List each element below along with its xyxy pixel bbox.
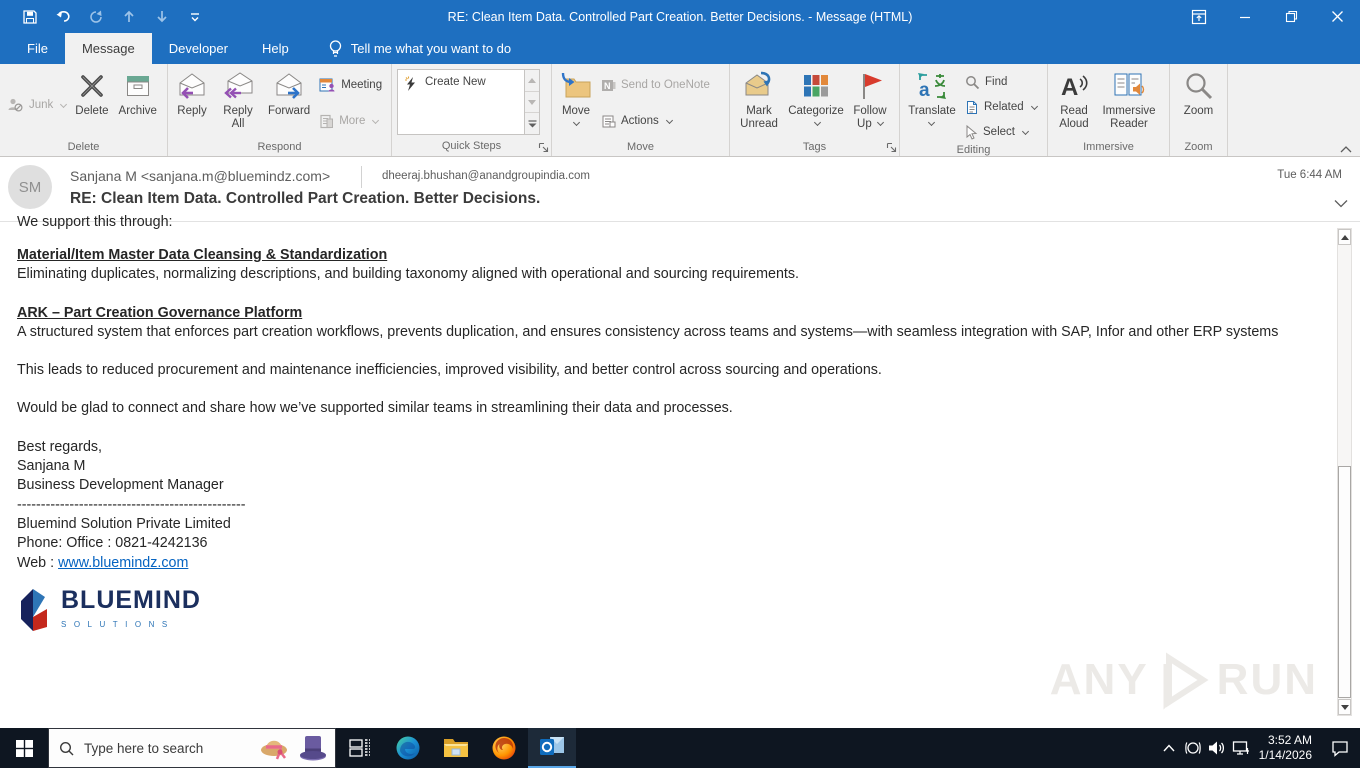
ribbon-group-respond: [168, 64, 392, 156]
chevron-down-icon: [60, 100, 67, 107]
chevron-down-icon: [372, 116, 379, 123]
restore-button[interactable]: [1268, 0, 1314, 33]
header-divider: [361, 166, 362, 188]
meeting-icon: [319, 77, 336, 93]
task-view-button[interactable]: [336, 728, 384, 768]
watermark-text-right: RUN: [1216, 655, 1318, 704]
tab-file[interactable]: File: [27, 41, 48, 56]
quick-steps-gallery: [397, 69, 525, 135]
more-respond-button: [315, 110, 386, 132]
quick-steps-scroll: [525, 69, 540, 135]
clock-date: 1/14/2026: [1258, 748, 1312, 762]
message-body: [17, 214, 1320, 635]
find-label: Find: [985, 76, 1008, 88]
firefox-browser-icon[interactable]: [480, 728, 528, 768]
svg-text:N: N: [604, 80, 611, 91]
reply-all-icon: [222, 69, 254, 103]
ribbon-group-tags: [730, 64, 900, 156]
chevron-down-icon: [928, 119, 935, 126]
body-paragraph-3: This leads to reduced procurement and maintenance inefficiencies, improved visibility, and better control across sourcing and operations.: [17, 362, 882, 379]
file-explorer-icon[interactable]: [432, 728, 480, 768]
more-label: More: [339, 115, 366, 127]
archive-button[interactable]: Archive: [114, 66, 162, 140]
group-label-move: Move: [627, 141, 654, 153]
signature-company: Bluemind Solution Private Limited: [17, 515, 231, 532]
signature-name: Sanjana M: [17, 458, 86, 475]
next-item-icon: [152, 7, 172, 27]
reply-icon: [176, 69, 208, 103]
company-logo: [17, 587, 1320, 635]
junk-button: [3, 94, 70, 116]
group-label-quick-steps: Quick Steps: [392, 139, 551, 156]
expand-header-icon[interactable]: [1334, 199, 1348, 208]
junk-label: Junk: [29, 99, 54, 111]
watermark-play-icon: [1155, 650, 1211, 710]
related-button[interactable]: [961, 96, 1041, 118]
avatar[interactable]: SM: [8, 165, 52, 209]
move-folder-icon: [560, 69, 592, 103]
start-button[interactable]: [0, 728, 48, 768]
select-label: Select: [983, 126, 1015, 138]
create-new-item[interactable]: Create New: [425, 76, 486, 88]
taskbar-search-box[interactable]: [48, 728, 336, 768]
send-to-onenote-label: Send to OneNote: [621, 79, 710, 91]
chevron-down-icon: [1031, 102, 1038, 109]
redo-icon: [86, 7, 106, 27]
search-decoration: [259, 732, 329, 765]
system-tray: [1157, 728, 1360, 768]
clock-time: 3:52 AM: [1267, 733, 1312, 747]
close-button[interactable]: [1314, 0, 1360, 33]
network-icon[interactable]: [1229, 728, 1253, 768]
body-paragraph-1: Eliminating duplicates, normalizing descriptions, and building taxonomy aligned with operational and sourcing requirements.: [17, 266, 800, 283]
title-bar: [0, 0, 1360, 33]
signature-divider: ------------------------------------------------: [17, 496, 246, 513]
ribbon-group-quick-steps: [392, 64, 552, 156]
sender-address[interactable]: Sanjana M <sanjana.m@bluemindz.com>: [70, 168, 331, 184]
action-center-icon[interactable]: [1320, 728, 1360, 768]
follow-up-button[interactable]: Follow Up: [847, 66, 893, 140]
group-label-delete: Delete: [67, 141, 100, 153]
svg-text:A: A: [1061, 74, 1079, 101]
lightbulb-icon: [328, 39, 343, 59]
send-to-onenote-button: [597, 74, 714, 96]
group-label-editing: Editing: [956, 144, 991, 156]
body-paragraph-2: A structured system that enforces part creation workflows, prevents duplication, and ensures consistency across teams and systems—with seamless integration with SAP, Infor and other ERP systems: [17, 323, 1279, 340]
taskbar-clock[interactable]: [1253, 733, 1320, 763]
scroll-up-arrow-icon[interactable]: [1338, 229, 1351, 245]
categorize-button[interactable]: Categorize: [785, 66, 847, 140]
chevron-down-icon: [877, 119, 884, 126]
chevron-down-icon: [1022, 127, 1029, 134]
forward-icon: [273, 69, 305, 103]
edge-browser-icon[interactable]: [384, 728, 432, 768]
ribbon-group-editing: [900, 64, 1048, 156]
search-icon: [59, 741, 74, 756]
tell-me-box[interactable]: [314, 33, 525, 64]
dialog-launcher-icon[interactable]: [886, 142, 897, 153]
translate-button[interactable]: a Translate: [903, 66, 961, 140]
ribbon-group-zoom: [1170, 64, 1228, 156]
signature-phone: Phone: Office : 0821-4242136: [17, 535, 208, 552]
collapse-ribbon-icon[interactable]: [1340, 145, 1352, 154]
anyrun-watermark: [1050, 650, 1318, 710]
search-input[interactable]: [84, 741, 234, 756]
clipped-line: We support this through:: [17, 214, 173, 230]
find-icon: [965, 75, 980, 90]
reply-button[interactable]: Reply: [171, 66, 213, 140]
tab-developer[interactable]: Developer: [168, 41, 228, 56]
ribbon: [0, 64, 1360, 157]
meeting-label: Meeting: [341, 79, 383, 91]
previous-item-icon: [119, 7, 139, 27]
immersive-reader-icon: [1113, 69, 1145, 103]
forward-button[interactable]: Forward: [263, 66, 315, 140]
chevron-down-icon: [814, 119, 821, 126]
archive-icon: [124, 69, 152, 103]
dialog-launcher-icon[interactable]: [538, 142, 549, 153]
outlook-taskbar-icon[interactable]: [528, 728, 576, 768]
group-label-immersive: Immersive: [1083, 141, 1134, 153]
reply-all-button[interactable]: Reply All: [213, 66, 263, 140]
ribbon-display-options-icon[interactable]: [1176, 0, 1222, 33]
reading-pane: [0, 214, 1360, 727]
follow-up-flag-icon: [856, 69, 884, 103]
group-label-tags: Tags: [730, 140, 899, 156]
onenote-icon: [601, 78, 616, 93]
quick-access-toolbar: [0, 7, 205, 27]
body-heading-2: ARK – Part Creation Governance Platform: [17, 304, 303, 321]
mark-unread-icon: [743, 69, 775, 103]
signature-title: Business Development Manager: [17, 477, 224, 494]
meeting-button[interactable]: [315, 74, 386, 96]
signature-web: Web : www.bluemindz.com: [17, 554, 189, 571]
body-paragraph-4: Would be glad to connect and share how we’ve supported similar teams in streamlining their data and processes.: [17, 400, 733, 417]
group-label-zoom: Zoom: [1184, 141, 1213, 153]
received-time: Tue 6:44 AM: [1277, 169, 1342, 181]
read-aloud-button[interactable]: A Read Aloud: [1051, 66, 1097, 140]
sun-hat-icon: [259, 732, 291, 765]
gallery-more-icon[interactable]: [525, 113, 539, 134]
group-label-respond: Respond: [257, 141, 302, 153]
junk-icon: [7, 97, 24, 113]
volume-icon[interactable]: [1205, 728, 1229, 768]
tell-me-label: Tell me what you want to do: [350, 41, 512, 56]
ribbon-group-immersive: [1048, 64, 1170, 156]
related-icon: [965, 100, 979, 115]
undo-icon[interactable]: [53, 7, 73, 27]
delete-icon: [79, 69, 105, 103]
immersive-reader-button[interactable]: Immersive Reader: [1097, 66, 1161, 140]
recipient-address[interactable]: dheeraj.bhushan@anandgroupindia.com: [382, 170, 590, 182]
subject-line: RE: Clean Item Data. Controlled Part Creation. Better Decisions.: [70, 190, 541, 207]
website-link[interactable]: www.bluemindz.com: [58, 554, 189, 571]
save-icon[interactable]: [20, 7, 40, 27]
more-icon: [319, 114, 334, 129]
bluemind-logo-mark-icon: [17, 587, 53, 635]
minimize-button[interactable]: [1222, 0, 1268, 33]
ribbon-group-move: [552, 64, 730, 156]
logo-tagline: SOLUTIONS: [61, 619, 175, 629]
window-title: RE: Clean Item Data. Controlled Part Creation. Better Decisions. - Message (HTML): [447, 9, 913, 24]
hidden-icons-chevron-icon[interactable]: [1157, 728, 1181, 768]
zoom-icon: [1184, 69, 1214, 103]
find-button[interactable]: [961, 71, 1041, 93]
select-icon: [965, 125, 978, 140]
ribbon-tab-bar: [0, 33, 1360, 64]
actions-icon: [601, 114, 616, 129]
chevron-down-icon: [572, 119, 579, 126]
scroll-up-icon: [525, 70, 539, 92]
categorize-icon: [802, 69, 830, 103]
actions-button[interactable]: [597, 110, 714, 132]
customize-quick-access-icon[interactable]: [185, 7, 205, 27]
mark-unread-button[interactable]: Mark Unread: [733, 66, 785, 140]
read-aloud-icon: [1059, 69, 1089, 103]
ribbon-group-delete: [0, 64, 168, 156]
logo-name: BLUEMIND: [61, 585, 201, 614]
window-controls: [1176, 0, 1360, 33]
tab-help[interactable]: Help: [261, 41, 289, 56]
chevron-down-icon: [666, 116, 673, 123]
body-heading-1: Material/Item Master Data Cleansing & Standardization: [17, 247, 388, 263]
move-button[interactable]: Move: [555, 66, 597, 140]
watermark-text-left: ANY: [1049, 655, 1149, 704]
zoom-button[interactable]: Zoom: [1179, 66, 1219, 140]
select-button[interactable]: [961, 121, 1041, 143]
scroll-down-icon: [525, 92, 539, 114]
svg-text:a: a: [919, 80, 930, 101]
scrollbar-thumb[interactable]: [1338, 466, 1351, 698]
actions-label: Actions: [621, 115, 659, 127]
taskbar: [0, 728, 1360, 768]
scroll-down-arrow-icon[interactable]: [1338, 699, 1351, 715]
translate-icon: [917, 69, 947, 103]
top-hat-icon: [297, 732, 329, 765]
tab-message[interactable]: Message: [65, 33, 152, 64]
vertical-scrollbar[interactable]: [1337, 228, 1352, 716]
related-label: Related: [984, 101, 1024, 113]
meet-now-icon[interactable]: [1181, 728, 1205, 768]
create-new-icon: [404, 76, 418, 92]
signature-closing: Best regards,: [17, 438, 103, 455]
delete-button[interactable]: Delete: [70, 66, 113, 140]
